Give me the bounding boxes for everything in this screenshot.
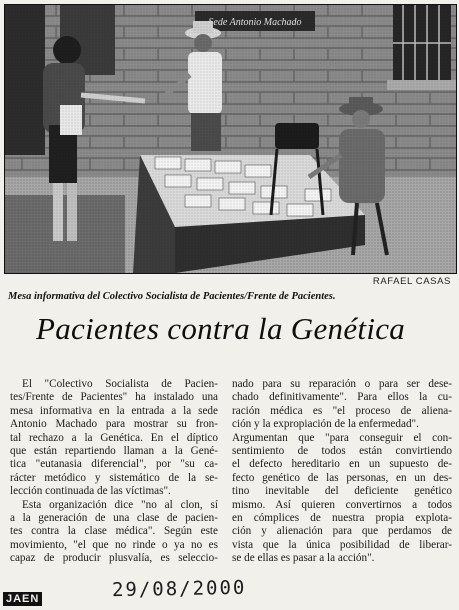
body-line: rácter metódico y sistemático de la se- [10,471,218,484]
body-line: El "Colectivo Socialista de Pacien- [22,378,218,390]
body-line: tes contra la clase médica". Según este [10,525,218,538]
news-photo [4,4,457,274]
body-line: tino inevitable del deficiente genético [232,485,452,498]
body-line: ción y alienación para que perdamos de [232,525,452,538]
body-line: capaz de producir plusvalía, es seleccio- [10,552,218,565]
body-line: tica "eutanasia diferencial", por "su ca- [10,458,218,471]
body-line: sentimiento de todos están convirtiendo [232,445,452,458]
body-line: en cómplices de nuestra propia explota- [232,512,452,525]
article-column-right [232,378,452,566]
body-line: Esta organización dice "no al clon, sí [22,498,218,511]
newspaper-section-label: JAEN [3,592,42,606]
body-line: mesa informativa en la entrada a la sede [10,404,218,417]
body-line: el defecto hereditario en un supuesto de- [232,458,452,471]
body-line: ración médica es "el proceso de aliena- [232,404,452,417]
body-line: tes/Frente de Pacientes" ha instalado una [10,391,218,404]
article-column-left [10,378,218,566]
body-line: Argumentan que "para conseguir el con- [232,431,452,444]
photo-scene [5,5,456,273]
body-line: movimiento, "el que no rinde o ya no es [10,538,218,551]
body-line: fecto genético de las personas, en un des- [232,471,452,484]
photo-credit: RAFAEL CASAS [372,276,451,287]
body-line: a la generación de una clase de pacien- [10,512,218,525]
body-line: lección continuada de las víctimas". [10,485,171,498]
photo-caption: Mesa informativa del Colectivo Socialista de Pacientes/Frente de Pacientes. [8,291,336,302]
body-line: se de ellas es pasar a la acción". [232,552,375,565]
body-line: que están repartiendo llaman a la Gené- [10,445,218,458]
handwritten-date: 29/08/2000 [111,576,247,602]
body-line: tal rechazo a la Genética. En el díptico [10,431,218,444]
body-line: nado para su reparación o para ser dese- [232,378,452,390]
article-headline: Pacientes contra la Genética [36,311,406,346]
body-line: ción y la expropiación de la enfermedad". [232,418,419,431]
body-line: vista que la única posibilidad de liberar- [232,538,452,551]
body-line: chado definitivamente". Para ellos la cu- [232,391,452,404]
body-line: Antonio Machado para mostrar su fron- [10,418,218,431]
body-line: mismo. Así quieren convertirnos a todos [232,498,452,511]
